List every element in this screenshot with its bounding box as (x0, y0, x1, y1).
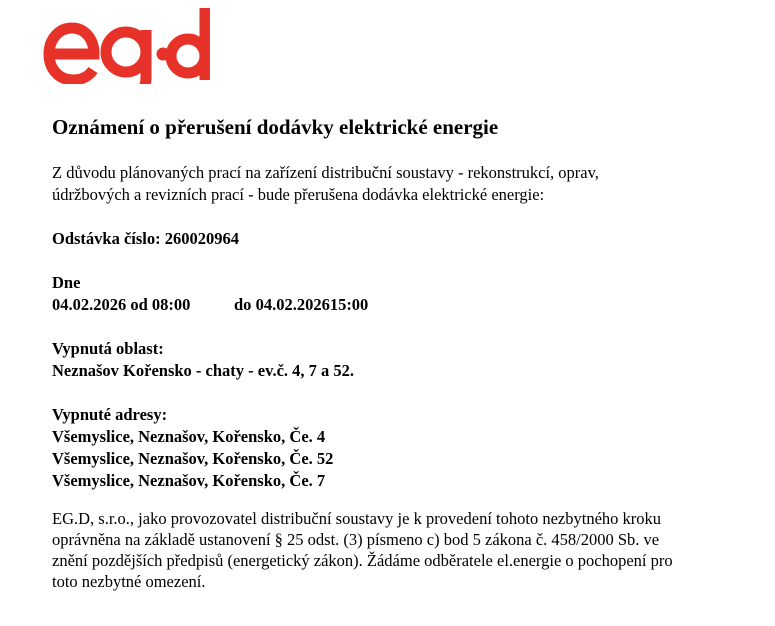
date-label: Dne (52, 273, 81, 292)
legal-line: toto nezbytné omezení. (52, 572, 206, 591)
area-block (52, 338, 752, 382)
legal-line: znění pozdějších předpisů (energetický zákon). Žádáme odběratele el.energie o pochopení pro (52, 551, 673, 570)
intro-line: Z důvodu plánovaných prací na zařízení distribuční soustavy - rekonstrukcí, oprav, (52, 163, 599, 182)
area-label: Vypnutá oblast: (52, 339, 164, 358)
legal-paragraph (52, 508, 752, 592)
area-value: Neznašov Kořensko - chaty - ev.č. 4, 7 a 52. (52, 361, 355, 380)
addresses-label: Vypnuté adresy: (52, 405, 168, 424)
address-item: Všemyslice, Neznašov, Kořensko, Če. 7 (52, 471, 326, 490)
intro-line: údržbových a revizních prací - bude přerušena dodávka elektrické energie: (52, 185, 545, 204)
notice-document (52, 112, 752, 592)
outage-number-row (52, 228, 752, 250)
outage-number: 260020964 (164, 229, 240, 248)
address-item: Všemyslice, Neznašov, Kořensko, Če. 52 (52, 449, 334, 468)
notice-title: Oznámení o přerušení dodávky elektrické energie (52, 115, 499, 139)
date-to: 04.02.2026 (255, 295, 330, 314)
date-to-label: do (234, 295, 252, 314)
address-item: Všemyslice, Neznašov, Kořensko, Če. 4 (52, 427, 326, 446)
addresses-block (52, 404, 752, 492)
outage-label: Odstávka číslo: (52, 229, 161, 248)
egd-logo-mark (42, 4, 210, 84)
legal-line: oprávněna na základě ustanovení § 25 odst. (3) písmeno c) bod 5 zákona č. 458/2000 Sb. ve (52, 530, 660, 549)
time-to: 15:00 (329, 295, 369, 314)
date-row (52, 294, 752, 316)
legal-line: EG.D, s.r.o., jako provozovatel distribuční soustavy je k provedení tohoto nezbytného kroku (52, 509, 662, 528)
egd-logo (42, 4, 210, 84)
date-from: 04.02.2026 od 08:00 (52, 295, 191, 314)
date-block (52, 272, 752, 316)
intro-paragraph (52, 162, 752, 206)
